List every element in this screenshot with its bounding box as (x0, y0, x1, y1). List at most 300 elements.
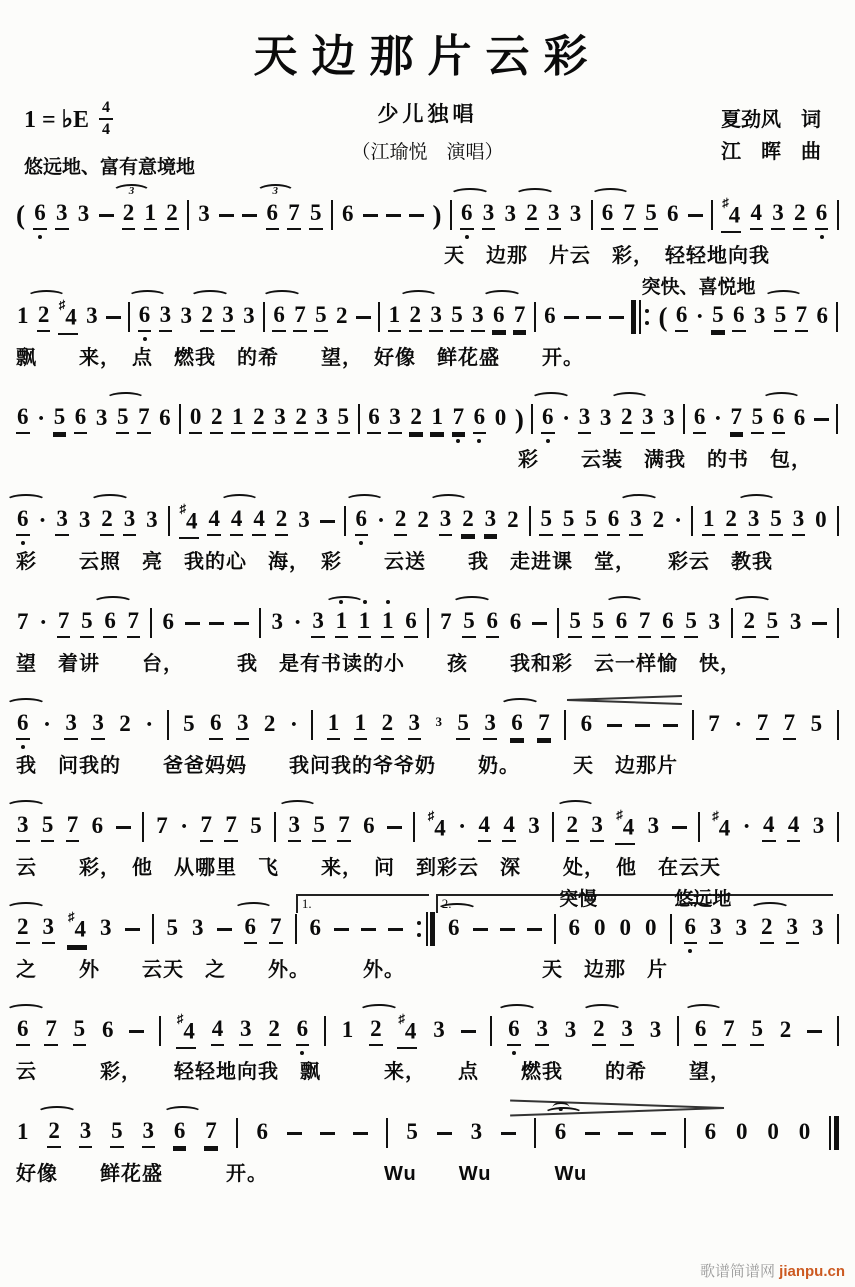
note-digit: 5 (462, 608, 476, 638)
note (266, 185, 280, 230)
note (144, 200, 158, 230)
note-digit: 1 (354, 710, 368, 740)
lyrics-row: 天 边那 片云 彩， 轻轻地向我 (443, 245, 770, 267)
note (439, 609, 453, 637)
note-digit: 2 (417, 507, 429, 532)
note-digit: 3 (78, 507, 91, 532)
score-system (16, 580, 839, 677)
note (473, 404, 487, 434)
note (662, 405, 676, 433)
repeat-dots (417, 921, 421, 937)
score-system (16, 376, 839, 473)
barline (187, 200, 189, 230)
note (409, 404, 423, 434)
time-signature-numerator: 4 (99, 100, 113, 120)
barline (236, 1118, 238, 1148)
note (543, 303, 557, 331)
notation-row (16, 503, 839, 539)
note (566, 812, 580, 842)
duration-dot: · (734, 712, 743, 738)
note-digit: 3 (753, 303, 766, 328)
note-digit: 5 (810, 711, 823, 736)
note (252, 404, 266, 434)
parenthesis: ( (16, 199, 25, 230)
note (267, 1016, 281, 1046)
sharp-sign: ♯ (68, 909, 75, 925)
note (337, 404, 351, 434)
note (362, 813, 376, 841)
barline (683, 404, 685, 434)
note-digit: 6 (554, 1119, 567, 1144)
note-digit: 7 (452, 404, 466, 434)
note-digit: 7 (137, 404, 151, 434)
duration-dash (287, 1132, 302, 1135)
barline (295, 914, 297, 944)
note-digit: 6 (74, 404, 88, 434)
note-digit: 3 (629, 506, 643, 536)
note (142, 1118, 156, 1148)
note (173, 1118, 187, 1148)
note-digit: 3 (239, 1016, 253, 1046)
note (484, 506, 498, 536)
note-digit: 6 (16, 710, 30, 740)
note-digit: 6 (173, 1118, 187, 1148)
note (44, 1016, 58, 1046)
note-digit: 3 (535, 1016, 549, 1046)
rest-note (766, 1119, 780, 1147)
note (176, 1013, 196, 1049)
score-systems (16, 172, 839, 1192)
note-digit: 4 (252, 506, 266, 536)
note (16, 609, 30, 637)
note-digit: 6 (694, 1016, 708, 1046)
score-system (16, 886, 839, 983)
note (769, 506, 783, 536)
note (337, 812, 351, 842)
barline (344, 506, 346, 536)
note (42, 914, 56, 944)
note-digit: 3 (435, 714, 442, 729)
slur-arc (163, 1106, 203, 1119)
note (197, 201, 211, 229)
note (704, 1119, 718, 1147)
note-digit: 2 (122, 200, 136, 230)
duration-dash (387, 826, 402, 829)
note (427, 810, 447, 844)
note-digit: 6 (816, 303, 829, 328)
duration-dash (386, 214, 401, 217)
note-digit: 3 (180, 303, 192, 328)
duration-dash (320, 1132, 335, 1135)
note-digit: 2 (760, 914, 774, 944)
duration-dot: · (39, 610, 48, 636)
note-digit: 3 (64, 710, 78, 740)
low-octave-dot (820, 235, 824, 239)
note-digit: 7 (537, 710, 551, 740)
slur-arc (750, 902, 790, 915)
barline (684, 1118, 686, 1148)
lyrics-row: 望 着讲 台， 我 是有书读的小 孩 我和彩 云一样愉 快， (16, 653, 741, 675)
barline (179, 404, 181, 434)
note (629, 506, 643, 536)
note (53, 404, 67, 434)
note (620, 404, 634, 434)
duration-dash (219, 214, 234, 217)
note (95, 405, 109, 433)
duration-dash (437, 1132, 452, 1135)
note (492, 302, 506, 332)
note-digit: ♯4 (179, 503, 199, 539)
note-digit: 5 (53, 404, 67, 434)
duration-dash (209, 622, 224, 625)
annotation-layer (16, 1090, 839, 1115)
sharp-sign: ♯ (427, 808, 435, 824)
note-digit: ♯4 (721, 197, 741, 233)
note-digit: 3 (663, 405, 675, 430)
note-digit: 3 (812, 915, 824, 940)
note-digit: 6 (675, 302, 689, 332)
note-digit: 5 (110, 1118, 124, 1148)
note (263, 711, 277, 739)
note-digit: 6 (16, 506, 30, 536)
note-digit: 2 (275, 506, 289, 536)
note (649, 1017, 663, 1045)
note-digit: 5 (337, 404, 351, 434)
barline (311, 710, 313, 740)
grace-note (434, 709, 443, 741)
slur-arc (278, 800, 318, 813)
expression-marking: 突慢 (559, 889, 598, 910)
note-digit: 1 (358, 608, 372, 638)
note (110, 1118, 124, 1148)
note-digit: 5 (774, 302, 788, 332)
triplet-slur-arc: 3 (256, 184, 296, 200)
notation-row (16, 809, 839, 845)
note (79, 1118, 93, 1148)
note (675, 302, 689, 332)
note-digit: 6 (541, 404, 555, 434)
note-digit: 6 (510, 710, 524, 740)
note (730, 404, 744, 434)
note (269, 914, 283, 944)
note-digit: 0 (736, 1119, 748, 1144)
note-digit: 6 (16, 404, 30, 434)
note-digit: 5 (568, 608, 582, 638)
note-digit: 1 (430, 404, 444, 434)
note (91, 710, 105, 740)
low-octave-dot (21, 745, 25, 749)
crescendo-hairpin (567, 694, 682, 704)
note (568, 915, 582, 943)
note (123, 506, 137, 536)
duration-dash (635, 724, 650, 727)
score-system (16, 1090, 839, 1187)
note (786, 914, 800, 944)
note-digit: 2 (779, 1017, 792, 1042)
slur-arc (37, 1106, 77, 1119)
barline (531, 404, 533, 434)
note (793, 405, 807, 433)
barline (259, 608, 261, 638)
note-digit: 3 (647, 813, 660, 838)
note-digit: 7 (57, 608, 71, 638)
note-digit: 3 (484, 506, 498, 536)
note (510, 710, 524, 740)
note-digit: 4 (502, 812, 516, 842)
note (230, 506, 244, 536)
duration-dot: · (289, 712, 298, 738)
note-digit: 6 (693, 404, 707, 434)
note-digit: 2 (37, 302, 51, 332)
note-digit: 7 (722, 1016, 736, 1046)
note (179, 503, 199, 539)
note-digit: 1 (17, 1119, 29, 1144)
note-digit: 3 (91, 710, 105, 740)
duration-dash (501, 1132, 516, 1135)
note (525, 200, 539, 230)
note-digit: 6 (507, 1016, 521, 1046)
note-digit: 1 (144, 200, 158, 230)
note (732, 302, 746, 332)
note-digit: 5 (750, 1016, 764, 1046)
note-digit: 6 (615, 608, 629, 638)
note-digit: 6 (568, 915, 580, 940)
note-digit: 2 (210, 404, 224, 434)
performer-credit: （江瑜悦 演唱） (351, 142, 504, 163)
note (460, 200, 474, 230)
note (272, 302, 286, 332)
notation-row (16, 401, 839, 437)
note (294, 404, 308, 434)
note (693, 404, 707, 434)
lyrics-row: 彩 云照 亮 我的心 海， 彩 云送 我 走进课 堂， 彩云 教我 (16, 551, 773, 573)
note-digit: 2 (507, 507, 519, 532)
note (381, 710, 395, 740)
note (57, 608, 71, 638)
duration-dot: · (37, 406, 46, 432)
low-octave-dot (546, 439, 550, 443)
note (564, 1017, 578, 1045)
note-digit: 2 (100, 506, 114, 536)
barline (450, 200, 452, 230)
barline (358, 404, 360, 434)
note (73, 1016, 87, 1046)
key-signature (24, 100, 195, 138)
duration-dash (688, 214, 703, 217)
note-digit: 7 (708, 711, 720, 736)
note-digit: 2 (16, 914, 30, 944)
note-digit: 4 (787, 812, 801, 842)
note (684, 608, 698, 638)
slur-arc (437, 903, 477, 916)
note (204, 1118, 218, 1148)
barline (591, 200, 593, 230)
note (239, 1016, 253, 1046)
lyrics-row: 飘 来， 点 燃我 的希 望， 好像 鲜花盛 开。 (16, 347, 584, 369)
annotation-layer (16, 478, 839, 503)
note (793, 200, 807, 230)
note-digit: 0 (189, 404, 203, 434)
barline (837, 812, 839, 842)
barline (837, 608, 839, 638)
duration-dash (607, 724, 622, 727)
note (408, 710, 422, 740)
note (590, 812, 604, 842)
note (771, 200, 785, 230)
note (270, 609, 284, 637)
note (122, 185, 136, 230)
note (504, 201, 518, 229)
note-digit: 4 (762, 812, 776, 842)
note (810, 711, 824, 739)
barline (263, 302, 265, 332)
duration-dash (361, 928, 376, 931)
barline (413, 812, 415, 842)
note (16, 812, 30, 842)
note-digit: 7 (44, 1016, 58, 1046)
barline (557, 608, 559, 638)
note-digit: 3 (221, 302, 235, 332)
note (527, 813, 541, 841)
duration-dot: · (145, 712, 154, 738)
note (252, 506, 266, 536)
note-digit: 3 (641, 404, 655, 434)
note (55, 200, 69, 230)
note-digit: 6 (138, 302, 152, 332)
low-octave-dot (465, 235, 469, 239)
note-digit: 6 (355, 506, 369, 536)
barline (378, 302, 380, 332)
note (200, 302, 214, 332)
note-digit: 5 (539, 506, 553, 536)
note-digit: 3 (789, 609, 802, 634)
note-digit: 7 (287, 200, 301, 230)
note-digit: 7 (440, 609, 452, 634)
duration-dash (663, 724, 678, 727)
note (811, 915, 825, 943)
bar-thick (631, 300, 636, 334)
low-octave-dot (477, 439, 481, 443)
note-digit: 3 (708, 609, 721, 634)
note (37, 302, 51, 332)
note (341, 201, 355, 229)
note (708, 609, 722, 637)
lyrics-row: 之 外 云天 之 外。 外。 天 边那 片 (16, 959, 668, 981)
note-digit: 6 (244, 914, 258, 944)
watermark-site-name: 歌谱简谱网 (699, 1263, 775, 1280)
note-digit: 5 (309, 200, 323, 230)
slur-arc (6, 902, 46, 915)
barline (152, 914, 154, 944)
score-system (16, 172, 839, 269)
note (118, 711, 132, 739)
note (41, 812, 55, 842)
triplet-slur-arc: 3 (112, 184, 152, 200)
watermark-domain: jianpu.cn (779, 1263, 845, 1280)
duration-dash (672, 826, 687, 829)
duration-dot: · (674, 508, 683, 534)
note-digit: 2 (263, 711, 276, 736)
note (709, 914, 723, 944)
note-digit: ♯4 (58, 299, 78, 335)
note (236, 710, 250, 740)
note (355, 506, 369, 536)
duration-dash (334, 928, 349, 931)
note-digit: 3 (528, 813, 540, 838)
note (16, 506, 30, 536)
note (33, 200, 47, 230)
high-octave-dot (386, 600, 390, 604)
song-subtitle: 少儿独唱 (377, 103, 478, 126)
sharp-sign: ♯ (179, 501, 187, 517)
score-system (16, 784, 839, 881)
note (750, 1016, 764, 1046)
note (155, 813, 169, 841)
note (429, 302, 443, 332)
note (210, 404, 224, 434)
slur-arc (497, 1004, 537, 1017)
duration-dash (609, 316, 624, 319)
note-digit: 3 (547, 200, 561, 230)
note-digit: 6 (667, 201, 679, 226)
note (78, 507, 92, 535)
expression-marking: 悠远地 (674, 889, 732, 910)
barline (534, 302, 536, 332)
duration-dot: · (376, 508, 385, 534)
lyrics-row: 彩 云装 满我 的书 包， (518, 449, 813, 471)
note (287, 200, 301, 230)
repeat-dot (417, 933, 421, 937)
note (470, 1119, 484, 1147)
barline (711, 200, 713, 230)
note (541, 404, 555, 434)
note (537, 710, 551, 740)
low-octave-dot (38, 235, 42, 239)
note (783, 710, 797, 740)
note-digit: 6 (704, 1119, 717, 1144)
note-digit: 6 (793, 405, 806, 430)
note-digit: 3 (599, 405, 612, 430)
high-octave-dot (363, 600, 367, 604)
barline (837, 506, 839, 536)
sharp-sign: ♯ (58, 297, 66, 313)
note (394, 506, 408, 536)
note (483, 710, 497, 740)
duration-dash (99, 214, 114, 217)
note-digit: 3 (709, 914, 723, 944)
barline (837, 200, 839, 230)
score-system (16, 682, 839, 779)
note-digit: 3 (620, 1016, 634, 1046)
duration-dash (129, 1030, 144, 1033)
note-digit: 3 (569, 201, 582, 226)
note (760, 914, 774, 944)
notation-row (16, 911, 839, 947)
note-digit: 3 (77, 201, 90, 226)
note (409, 302, 423, 332)
note-digit: 4 (750, 200, 764, 230)
bar-thick (834, 1116, 839, 1150)
note (747, 506, 761, 536)
duration-dot: · (562, 406, 571, 432)
note (388, 404, 402, 434)
barline (168, 506, 170, 536)
note-digit: 2 (252, 404, 266, 434)
note-digit: 3 (812, 813, 825, 838)
note-digit: 2 (369, 1016, 383, 1046)
note-digit: 7 (204, 1118, 218, 1148)
note (666, 201, 680, 229)
